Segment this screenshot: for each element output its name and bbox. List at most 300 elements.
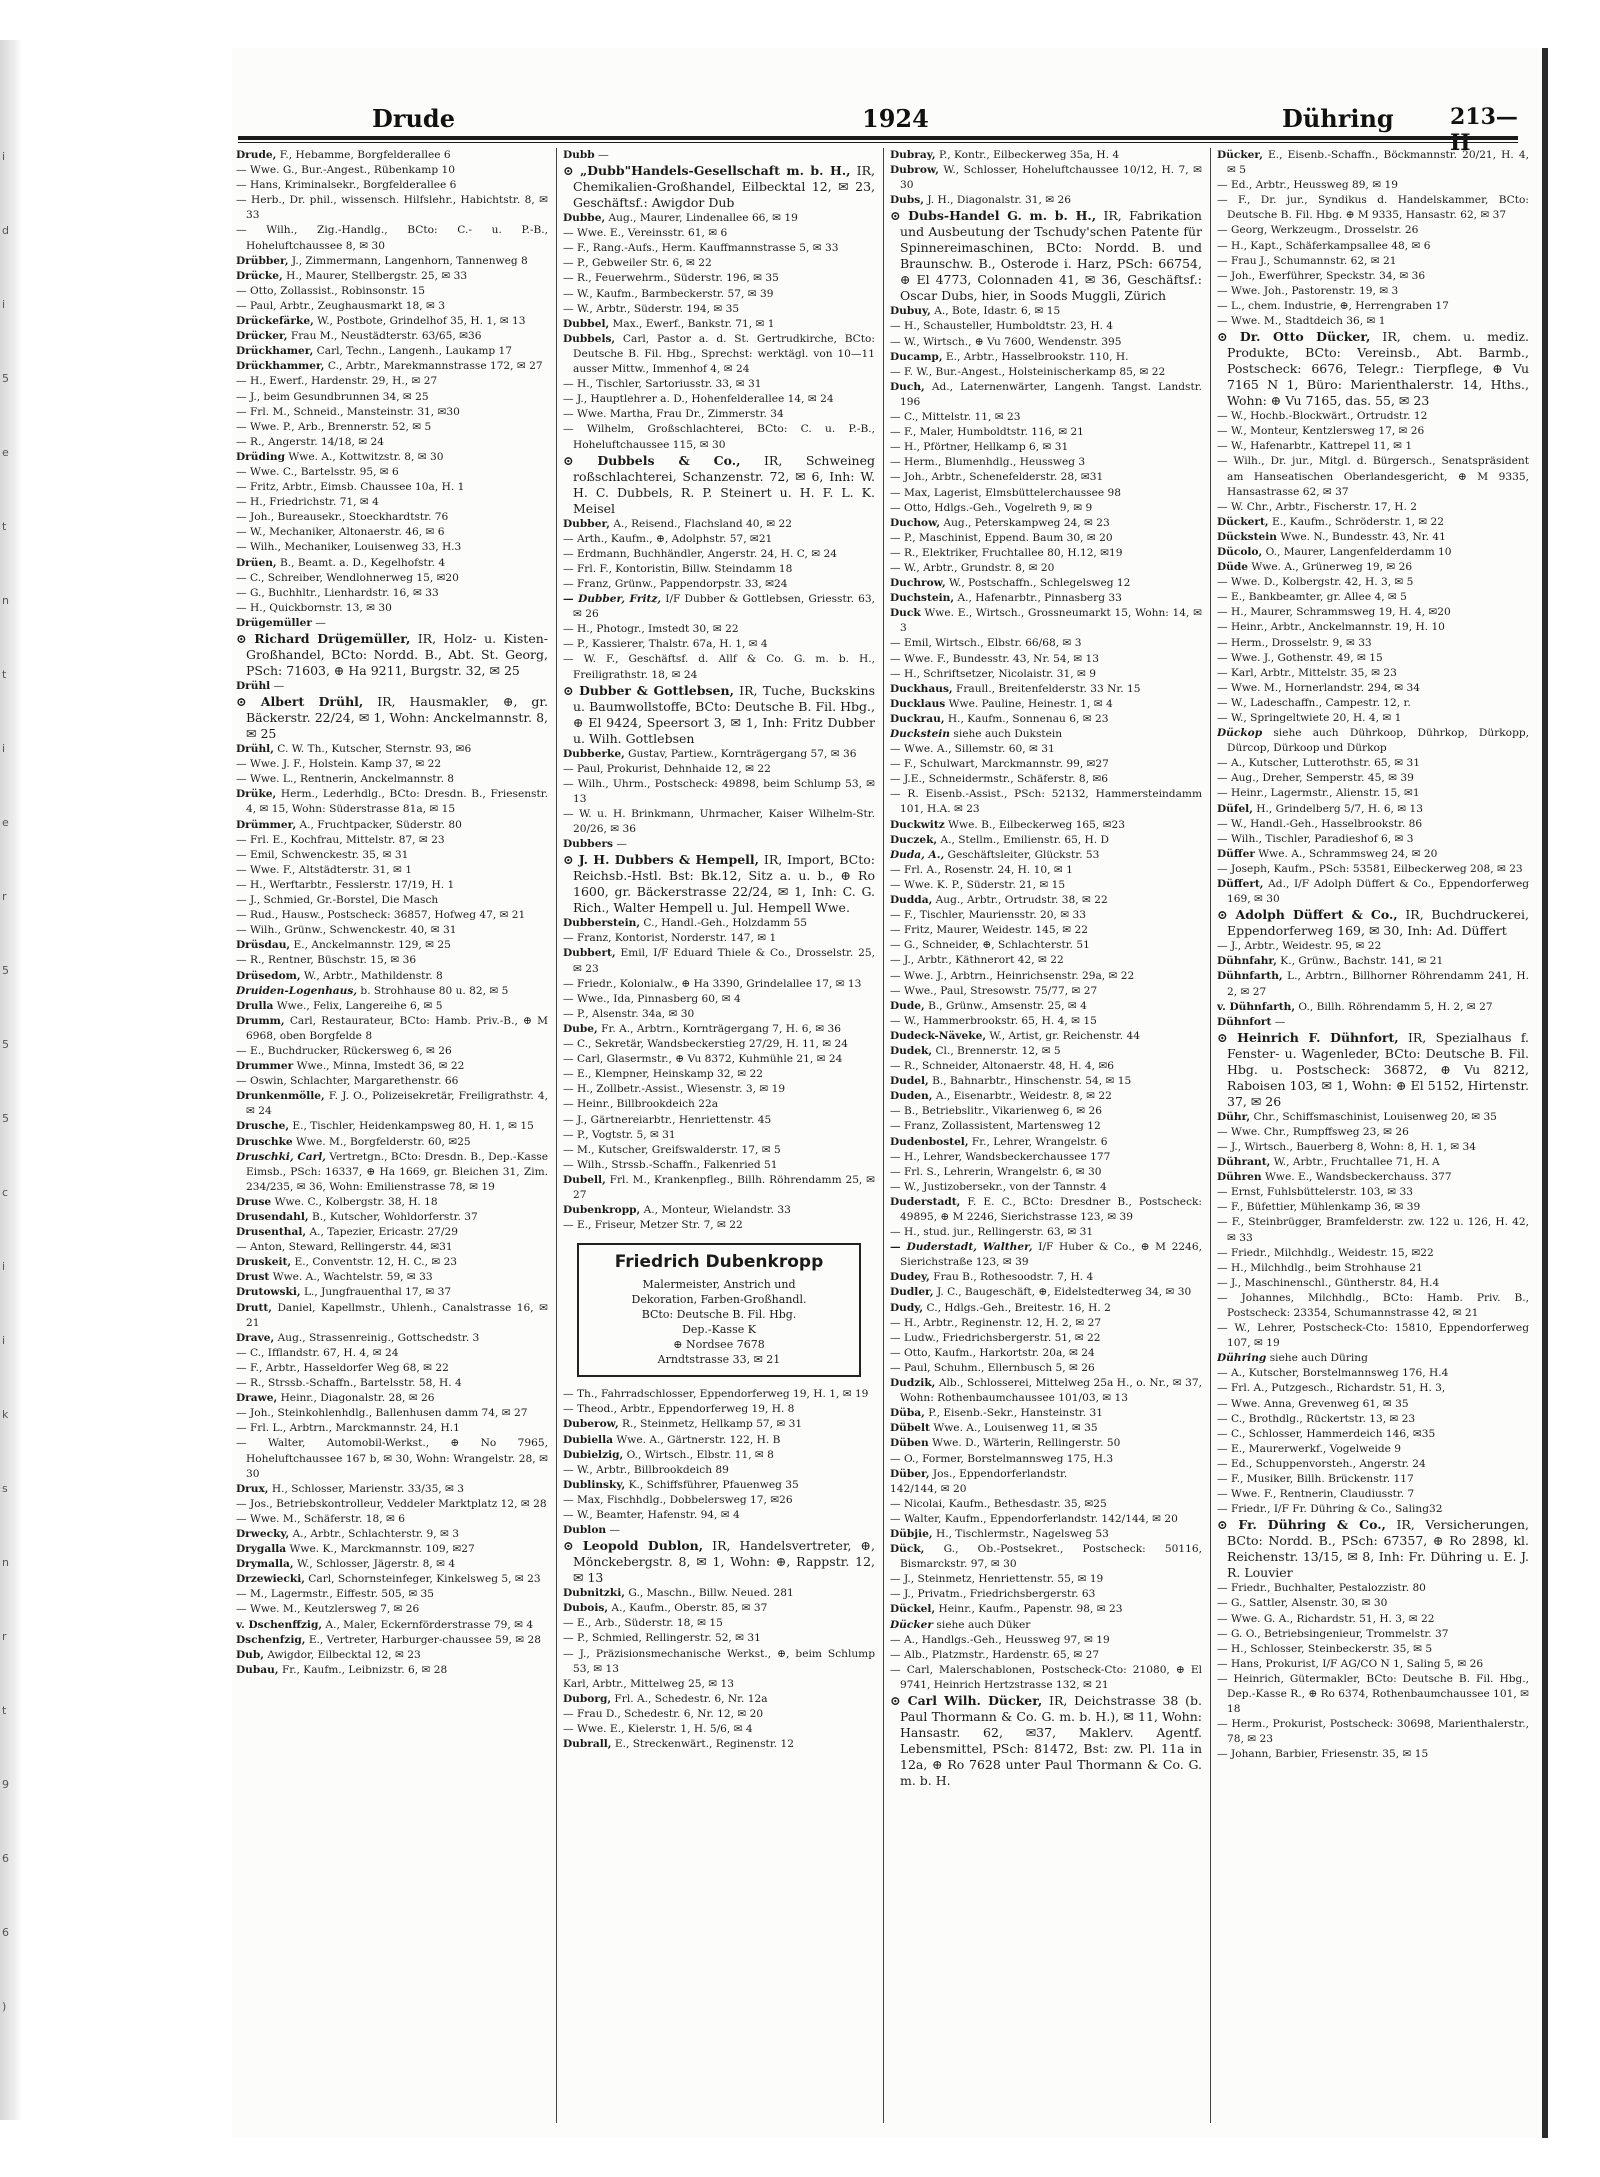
entry-details: — Wwe. F., Rentnerin, Claudiusstr. 7 bbox=[1217, 1488, 1415, 1501]
directory-entry bbox=[563, 1203, 875, 1218]
directory-entry bbox=[1217, 1642, 1529, 1657]
entry-details: — W., Lehrer, Postscheck-Cto: 15810, Eppendorferweg 107, ✉ 19 bbox=[1217, 1322, 1529, 1350]
directory-entry bbox=[890, 1542, 1202, 1572]
directory-entry bbox=[236, 1089, 548, 1119]
margin-glyph: i bbox=[2, 298, 6, 311]
entry-details: E., Tischler, Heidenkampsweg 80, H. 1, ✉ 15 bbox=[292, 1120, 534, 1133]
entry-surname: Drückefärke, bbox=[236, 315, 314, 328]
entry-surname: Drumm, bbox=[236, 1014, 285, 1027]
entry-details: — Fritz, Arbtr., Eimsb. Chaussee 10a, H. 1 bbox=[236, 481, 465, 494]
entry-details: — Joh., Arbtr., Schenefelderstr. 28, ✉31 bbox=[890, 471, 1104, 484]
directory-entry bbox=[890, 1270, 1202, 1285]
entry-details: — Wwe. M., Keutzlersweg 7, ✉ 26 bbox=[236, 1603, 420, 1616]
entry-details: — A., Kutscher, Borstelmannsweg 176, H.4 bbox=[1217, 1367, 1449, 1380]
entry-surname: ⊙ Dubber & Gottlebsen, bbox=[563, 682, 734, 698]
directory-entry bbox=[890, 516, 1202, 531]
entry-details: — bbox=[273, 680, 285, 692]
entry-surname: Dühren bbox=[1217, 1171, 1262, 1184]
entry-details: C., Hdlgs.-Geh., Breitestr. 16, H. 2 bbox=[926, 1301, 1111, 1314]
entry-details: F. E. C., BCto: Dresdner B., Postscheck: 49895, ⊕ M 2246, Sierichstrasse 123, ✉ 39 bbox=[900, 1195, 1202, 1223]
directory-entry bbox=[890, 863, 1202, 878]
entry-details: Jos., Eppendorferlandstr. bbox=[932, 1467, 1068, 1480]
directory-entry bbox=[1217, 1487, 1529, 1502]
entry-details: H., Kaufm., Sonnenau 6, ✉ 23 bbox=[947, 712, 1109, 725]
entry-details: — H., Schlosser, Steinbeckerstr. 35, ✉ 5 bbox=[1217, 1642, 1433, 1655]
directory-entry bbox=[890, 1014, 1202, 1029]
header-first-name: Drude bbox=[372, 104, 455, 133]
directory-entry bbox=[890, 923, 1202, 938]
entry-details: Ad., I/F Adolph Düffert & Co., Eppendorferweg 169, ✉ 30 bbox=[1227, 878, 1529, 906]
entry-details: — Wilh., Strssb.-Schaffn., Falkenried 51 bbox=[563, 1158, 778, 1171]
entry-details: Wwe. C., Kolbergstr. 38, H. 18 bbox=[274, 1195, 438, 1208]
directory-entry bbox=[1217, 877, 1529, 907]
directory-entry bbox=[236, 953, 548, 968]
entry-surname: Dühr, bbox=[1217, 1110, 1251, 1123]
directory-entry bbox=[1217, 1125, 1529, 1140]
entry-details: — H., Pförtner, Hellkamp 6, ✉ 31 bbox=[890, 441, 1069, 454]
entry-details: C., Arbtr., Marekmannstrasse 172, ✉ 27 bbox=[327, 360, 543, 373]
directory-entry bbox=[236, 525, 548, 540]
directory-entry bbox=[563, 1097, 875, 1112]
entry-details: — Wwe. K. P., Süderstr. 21, ✉ 15 bbox=[890, 878, 1066, 891]
directory-entry bbox=[1217, 1366, 1529, 1381]
entry-surname: Dubbels, bbox=[563, 332, 616, 345]
directory-entry bbox=[890, 501, 1202, 516]
entry-details: Chr., Schiffsmaschinist, Louisenweg 20, ✉ 35 bbox=[1253, 1110, 1497, 1123]
directory-entry bbox=[236, 878, 548, 893]
entry-details: — C., Ifflandstr. 67, H. 4, ✉ 24 bbox=[236, 1346, 399, 1359]
entry-details: Max., Ewerf., Bankstr. 71, ✉ 1 bbox=[612, 317, 775, 330]
directory-entry bbox=[1217, 1457, 1529, 1472]
advertisement-line: ⊕ Nordsee 7678 bbox=[673, 1338, 765, 1352]
directory-entry bbox=[890, 1467, 1202, 1482]
entry-surname: Druse bbox=[236, 1195, 272, 1208]
directory-entry bbox=[1217, 314, 1529, 329]
directory-entry bbox=[563, 547, 875, 562]
entry-details: — F., Büfettier, Mühlenkamp 36, ✉ 39 bbox=[1217, 1201, 1421, 1214]
entry-details: — H., Schausteller, Humboldtstr. 23, H. 4 bbox=[890, 320, 1114, 333]
directory-entry bbox=[1217, 1442, 1529, 1457]
entry-details: — Heinr., Arbtr., Anckelmannstr. 19, H. 10 bbox=[1217, 621, 1445, 634]
directory-entry bbox=[563, 1052, 875, 1067]
entry-surname: Drygalla bbox=[236, 1543, 287, 1556]
entry-details: — F. W., Bur.-Angest., Holsteinischerkamp 85, ✉ 22 bbox=[890, 365, 1166, 378]
directory-entry bbox=[1217, 1155, 1529, 1170]
entry-details: — W. u. H. Brinkmann, Uhrmacher, Kaiser Wilhelm-Str. 20/26, ✉ 36 bbox=[563, 808, 875, 836]
entry-details: — J., Präzisionsmechanische Werkst., ⊕, beim Schlump 53, ✉ 13 bbox=[563, 1647, 875, 1675]
entry-details: — Wwe., Paul, Stresowstr. 75/77, ✉ 27 bbox=[890, 984, 1098, 997]
entry-details: — Herm., Blumenhdlg., Heussweg 3 bbox=[890, 456, 1086, 469]
margin-glyph: i bbox=[2, 1260, 6, 1273]
directory-entry bbox=[236, 742, 548, 757]
directory-entry bbox=[236, 374, 548, 389]
directory-entry bbox=[563, 1128, 875, 1143]
entry-surname: Dücker bbox=[890, 1618, 934, 1631]
directory-entry bbox=[890, 576, 1202, 591]
entry-details: — Wwe. J. F., Holstein. Kamp 37, ✉ 22 bbox=[236, 758, 442, 771]
entry-details: — Frl. S., Lehrerin, Wrangelstr. 6, ✉ 30 bbox=[890, 1165, 1102, 1178]
entry-details: Cl., Brennerstr. 12, ✉ 5 bbox=[935, 1044, 1061, 1057]
entry-details: A., Maler, Eckernförderstrasse 79, ✉ 4 bbox=[325, 1618, 534, 1631]
entry-surname: Duckrau, bbox=[890, 712, 945, 725]
directory-entry bbox=[1217, 969, 1529, 999]
entry-surname: Dückstein bbox=[1217, 530, 1278, 543]
entry-details: — Ludw., Friedrichsbergerstr. 51, ✉ 22 bbox=[890, 1331, 1101, 1344]
directory-entry bbox=[1217, 424, 1529, 439]
entry-surname: Drücker, bbox=[236, 330, 288, 343]
entry-surname: Dubenkropp, bbox=[563, 1204, 641, 1217]
directory-entry bbox=[890, 148, 1202, 163]
column-divider bbox=[556, 148, 557, 2123]
directory-entry bbox=[890, 440, 1202, 455]
directory-entry bbox=[1217, 651, 1529, 666]
directory-entry bbox=[236, 1587, 548, 1602]
directory-entry bbox=[1217, 681, 1529, 696]
directory-entry bbox=[890, 908, 1202, 923]
directory-entry bbox=[236, 1195, 548, 1210]
entry-details: — Max, Lagerist, Elmsbüttelerchaussee 98 bbox=[890, 486, 1121, 499]
directory-entry bbox=[236, 495, 548, 510]
entry-details: — P., Kassierer, Thalstr. 67a, H. 1, ✉ 4 bbox=[563, 638, 768, 651]
entry-details: IR, Spezialhaus f. Fenster- u. Wagenleder, BCto: Deutsche B. Fil. Hbg. u. Postscheck: 36872, ⊕ Vu 8212, Raboisen 103, ✉ 1, Wohn: ⊕ El 5152, Hirtenstr. 37, ✉ 26 bbox=[1227, 1029, 1529, 1109]
directory-entry bbox=[236, 586, 548, 601]
directory-entry bbox=[563, 577, 875, 592]
entry-details: — Anton, Steward, Rellingerstr. 44, ✉31 bbox=[236, 1241, 453, 1254]
margin-glyph: i bbox=[2, 742, 6, 755]
entry-details: P., Kontr., Eilbeckerweg 35a, H. 4 bbox=[938, 149, 1120, 161]
directory-entry bbox=[1217, 954, 1529, 969]
directory-entry bbox=[563, 1508, 875, 1523]
directory-entry bbox=[563, 1692, 875, 1707]
directory-entry bbox=[1217, 1427, 1529, 1442]
directory-entry bbox=[890, 984, 1202, 999]
entry-details: Daniel, Kapellmstr., Uhlenh., Canalstrasse 16, ✉ 21 bbox=[246, 1301, 548, 1329]
directory-entry bbox=[1217, 239, 1529, 254]
entry-details: — H., Lehrer, Wandsbeckerchaussee 177 bbox=[890, 1150, 1111, 1163]
directory-entry bbox=[236, 1119, 548, 1134]
entry-details: Vertretgn., BCto: Dresdn. B., Dep.-Kasse Eimsb., PSch: 16337, ⊕ Ha 1669, gr. Bleichen 31, Zim. 234/235, ✉ 36, Wohn: Emilienstrasse 78, ✉ 19 bbox=[246, 1150, 548, 1193]
entry-surname: Drusenthal, bbox=[236, 1226, 307, 1239]
entry-details: — bbox=[1274, 1015, 1286, 1028]
directory-entry bbox=[563, 1463, 875, 1478]
entry-details: E., Conventstr. 12, H. C., ✉ 23 bbox=[294, 1256, 458, 1269]
directory-entry bbox=[236, 1331, 548, 1346]
entry-surname: Dühnfarth, bbox=[1217, 970, 1283, 983]
entry-details: — Walter, Automobil-Werkst., ⊕ No 7965, Hoheluftchaussee 167 b, ✉ 30, Wohn: Wrangelstr. 28, ✉ 30 bbox=[236, 1437, 548, 1480]
entry-surname: Drügemüller bbox=[236, 616, 312, 629]
entry-details: L., Arbtrn., Billhorner Röhrendamm 241, H. 2, ✉ 27 bbox=[1227, 970, 1529, 998]
directory-entry bbox=[890, 999, 1202, 1014]
directory-entry bbox=[236, 284, 548, 299]
entry-surname: Drühl, bbox=[236, 743, 274, 756]
entry-details: — E., Maurerwerkf., Vogelweide 9 bbox=[1217, 1442, 1402, 1455]
directory-entry bbox=[236, 893, 548, 908]
entry-details: — Joh., Ewerführer, Speckstr. 34, ✉ 36 bbox=[1217, 269, 1426, 282]
directory-entry bbox=[563, 592, 875, 622]
entry-details: E., Anckelmannstr. 129, ✉ 25 bbox=[293, 939, 451, 952]
entry-details: — C., Schreiber, Wendlohnerweg 15, ✉20 bbox=[236, 571, 459, 584]
entry-details: H., Schlosser, Marienstr. 33/35, ✉ 3 bbox=[271, 1482, 465, 1495]
directory-entry bbox=[236, 1135, 548, 1150]
entry-details: — Max, Fischhdlg., Dobbelersweg 17, ✉26 bbox=[563, 1493, 793, 1506]
directory-entry bbox=[563, 977, 875, 992]
directory-entry bbox=[563, 256, 875, 271]
directory-entry bbox=[1217, 756, 1529, 771]
directory-entry bbox=[563, 622, 875, 637]
entry-surname: Drust bbox=[236, 1271, 270, 1284]
entry-surname: Drutowski, bbox=[236, 1286, 301, 1299]
directory-entry bbox=[236, 1285, 548, 1300]
entry-details: — W. Chr., Arbtr., Fischerstr. 17, H. 2 bbox=[1217, 500, 1417, 513]
entry-details: — Wwe. E., Vereinsstr. 61, ✉ 6 bbox=[563, 227, 728, 240]
directory-entry bbox=[890, 636, 1202, 651]
entry-details: IR, Import, BCto: Reichsb.-Hstl. Bst: Bk.12, Sitz a. u. b., ⊕ Ro 1600, gr. Bäckerstrasse 22/24, ✉ 1, Inh: C. G. Rich., Walter Hempell u. Jul. Hempell Wwe. bbox=[573, 852, 875, 916]
entry-surname: v. Dühnfarth, bbox=[1217, 1000, 1296, 1013]
directory-entry bbox=[236, 1436, 548, 1481]
margin-glyph: t bbox=[2, 520, 7, 533]
page-number: 213—II bbox=[1450, 104, 1518, 156]
entry-surname: Dschenfzig, bbox=[236, 1633, 306, 1646]
directory-entry bbox=[1217, 1747, 1529, 1762]
directory-entry bbox=[236, 510, 548, 525]
directory-entry bbox=[890, 787, 1202, 817]
entry-details: — J., Maschinenschl., Güntherstr. 84, H.4 bbox=[1217, 1276, 1440, 1289]
directory-entry bbox=[236, 1210, 548, 1225]
entry-surname: Düfel, bbox=[1217, 802, 1253, 815]
margin-glyph: e bbox=[2, 446, 9, 459]
directory-entry bbox=[563, 1402, 875, 1417]
entry-details: P., Eisenb.-Sekr., Hansteinstr. 31 bbox=[928, 1407, 1104, 1420]
entry-details: — Wilh., Dr. jur., Mitgl. d. Bürgersch., Senatspräsident am Hanseatischen Oberlandesgericht, ⊕ M 9335, Hansastrasse 62, ✉ 37 bbox=[1217, 455, 1529, 498]
directory-entry bbox=[236, 969, 548, 984]
entry-surname: Drümmer, bbox=[236, 818, 297, 831]
directory-entry bbox=[1217, 636, 1529, 651]
directory-entry bbox=[890, 365, 1202, 380]
entry-details: Carl, Restaurateur, BCto: Hamb. Priv.-B., ⊕ M 6968, oben Borgfelde 8 bbox=[246, 1014, 548, 1042]
directory-entry bbox=[563, 1067, 875, 1082]
directory-entry bbox=[890, 1482, 1202, 1497]
directory-entry bbox=[236, 1482, 548, 1497]
entry-details: — H., Ewerf., Hardenstr. 29, H., ✉ 27 bbox=[236, 375, 438, 388]
entry-surname: Dubell, bbox=[563, 1173, 606, 1186]
entry-details: Wwe. A., Grünerweg 19, ✉ 26 bbox=[1251, 561, 1413, 574]
entry-details: A., Arbtr., Schlachterstr. 9, ✉ 3 bbox=[292, 1527, 459, 1540]
entry-details: — Wwe. J., Gothenstr. 49, ✉ 15 bbox=[1217, 651, 1383, 664]
directory-entry bbox=[236, 405, 548, 420]
directory-entry bbox=[890, 969, 1202, 984]
directory-entry bbox=[236, 329, 548, 344]
directory-entry bbox=[563, 1218, 875, 1233]
directory-entry bbox=[563, 1616, 875, 1631]
directory-entry bbox=[1217, 1596, 1529, 1611]
entry-surname: Drübber, bbox=[236, 254, 289, 267]
entry-details: — H., Werftarbtr., Fesslerstr. 17/19, H. 1 bbox=[236, 878, 455, 891]
entry-details: — H., Tischler, Sartoriusstr. 33, ✉ 31 bbox=[563, 378, 762, 391]
directory-entry bbox=[236, 299, 548, 314]
directory-entry bbox=[890, 1044, 1202, 1059]
entry-surname: Drückhamer, bbox=[236, 345, 314, 358]
entry-details: — Frl. L., Arbtrn., Marckmannstr. 24, H.1 bbox=[236, 1422, 460, 1435]
margin-glyph: t bbox=[2, 1704, 7, 1717]
directory-entry bbox=[563, 1433, 875, 1448]
entry-details: — Wwe. Martha, Frau Dr., Zimmerstr. 34 bbox=[563, 408, 784, 421]
entry-surname: ⊙ J. H. Dubbers & Hempell, bbox=[563, 852, 759, 868]
directory-entry bbox=[1217, 148, 1529, 178]
directory-entry bbox=[1217, 1351, 1529, 1366]
entry-details: — Joseph, Kaufm., PSch: 53581, Eilbeckerweg 208, ✉ 23 bbox=[1217, 862, 1523, 875]
directory-entry bbox=[1217, 1412, 1529, 1427]
entry-details: W., Schlosser, Jägerstr. 8, ✉ 4 bbox=[296, 1558, 456, 1571]
margin-glyph: e bbox=[2, 816, 9, 829]
directory-entry bbox=[890, 1693, 1202, 1789]
entry-surname: Dudek, bbox=[890, 1044, 933, 1057]
entry-surname: Dubbe, bbox=[563, 212, 606, 225]
entry-surname: Düffer bbox=[1217, 847, 1255, 860]
entry-surname: ⊙ Albert Drühl, bbox=[236, 694, 364, 710]
entry-details: — E., Klempner, Heinskamp 32, ✉ 22 bbox=[563, 1068, 763, 1081]
entry-surname: Dube, bbox=[563, 1022, 598, 1035]
directory-entry bbox=[236, 833, 548, 848]
margin-glyph: d bbox=[2, 224, 9, 237]
entry-details: — A., Kutscher, Lutterothstr. 65, ✉ 31 bbox=[1217, 757, 1421, 770]
entry-details: — F., Musiker, Billh. Brückenstr. 117 bbox=[1217, 1473, 1414, 1486]
directory-entry bbox=[563, 392, 875, 407]
directory-entry bbox=[563, 1022, 875, 1037]
entry-details: — Wwe. G., Bur.-Angest., Rübenkamp 10 bbox=[236, 164, 455, 177]
entry-surname: ⊙ Heinrich F. Dühnfort, bbox=[1217, 1029, 1399, 1045]
advertisement-line: BCto: Deutsche B. Fil. Hbg. bbox=[641, 1308, 797, 1322]
margin-glyph: t bbox=[2, 668, 7, 681]
entry-details: Ad., Laternenwärter, Langenh. Tangst. Landstr. 196 bbox=[900, 380, 1202, 408]
entry-details: — Walter, Kaufm., Eppendorferlandstr. 142/144, ✉ 20 bbox=[890, 1512, 1178, 1525]
entry-details: Wwe. D., Wärterin, Rellingerstr. 50 bbox=[932, 1437, 1121, 1450]
entry-details: — Wilh., Tischler, Paradieshof 6, ✉ 3 bbox=[1217, 832, 1414, 845]
margin-glyph: r bbox=[2, 1630, 7, 1643]
entry-surname: Drummer bbox=[236, 1060, 294, 1073]
directory-entry bbox=[1217, 696, 1529, 711]
entry-surname: ⊙ Carl Wilh. Dücker, bbox=[890, 1693, 1043, 1708]
entry-surname: Dubberke, bbox=[563, 747, 625, 760]
entry-details: — G. O., Betriebsingenieur, Trommelstr. 37 bbox=[1217, 1627, 1449, 1640]
entry-surname: Dühnfort bbox=[1217, 1015, 1272, 1028]
entry-details: C. W. Th., Kutscher, Sternstr. 93, ✉6 bbox=[277, 743, 472, 756]
directory-entry bbox=[236, 435, 548, 450]
directory-entry bbox=[890, 1572, 1202, 1587]
entry-details: — Herb., Dr. phil., wissensch. Hilfslehr., Habichtstr. 8, ✉ 33 bbox=[236, 194, 548, 222]
directory-entry bbox=[890, 531, 1202, 546]
entry-details: Herm., Lederhdlg., BCto: Dresdn. B., Friesenstr. 4, ✉ 15, Wohn: Süderstrasse 81a, ✉ 15 bbox=[246, 788, 548, 816]
directory-entry bbox=[236, 863, 548, 878]
directory-entry bbox=[236, 1059, 548, 1074]
entry-surname: Duberow, bbox=[563, 1418, 619, 1431]
entry-details: IR, Deichstrasse 38 (b. Paul Thormann & Co. G. m. b. H.), ✉ 11, Wohn: Hansastr. 62, ✉37, Maklerv. Agentf. Lebensmittel, PSch: 81472, Bst: zw. Pl. 11a in 12a, ⊕ Ro 7628 unter Paul Thormann & Co. G. m. b. H. bbox=[900, 1693, 1202, 1788]
directory-entry bbox=[563, 1478, 875, 1493]
entry-details: E., Arbtr., Hasselbrookstr. 110, H. bbox=[945, 350, 1129, 363]
directory-entry bbox=[236, 1391, 548, 1406]
entry-details: A., Stellm., Emilienstr. 65, H. D bbox=[940, 833, 1110, 846]
entry-details: IR, Chemikalien-Großhandel, Eilbecktal 12, ✉ 23, Geschäftsf.: Awigdor Dub bbox=[573, 163, 875, 211]
entry-details: J. H., Diagonalstr. 31, ✉ 26 bbox=[927, 194, 1071, 207]
entry-surname: Drave, bbox=[236, 1331, 275, 1344]
entry-surname: Drux, bbox=[236, 1482, 269, 1495]
entry-details: E., Kaufm., Schröderstr. 1, ✉ 22 bbox=[1271, 515, 1445, 528]
entry-details: W., Artist, gr. Reichenstr. 44 bbox=[989, 1029, 1141, 1042]
entry-details: — Frl. A., Rosenstr. 24, H. 10, ✉ 1 bbox=[890, 863, 1073, 876]
directory-entry bbox=[890, 1421, 1202, 1436]
entry-surname: Dubbers bbox=[563, 838, 613, 851]
directory-entry bbox=[890, 1346, 1202, 1361]
directory-entry bbox=[1217, 1030, 1529, 1110]
entry-details: Awigdor, Eilbecktal 12, ✉ 23 bbox=[267, 1648, 421, 1661]
entry-surname: Duckhaus, bbox=[890, 682, 953, 695]
entry-details: — W., Hammerbrookstr. 65, H. 4, ✉ 15 bbox=[890, 1014, 1097, 1027]
entry-details: B., Bahnarbtr., Hinschenstr. 54, ✉ 15 bbox=[932, 1075, 1132, 1088]
directory-entry bbox=[1217, 711, 1529, 726]
entry-details: — C., Schlosser, Hammerdeich 146, ✉35 bbox=[1217, 1427, 1436, 1440]
entry-details: Wwe. A., Gärtnerstr. 122, H. B bbox=[616, 1433, 781, 1446]
directory-entry bbox=[236, 1618, 548, 1633]
entry-details: A., Monteur, Wielandstr. 33 bbox=[643, 1204, 791, 1217]
entry-details: — Friedr., Milchhdlg., Weidestr. 15, ✉22 bbox=[1217, 1246, 1434, 1259]
entry-details: — J., Hauptlehrer a. D., Hohenfelderallee 14, ✉ 24 bbox=[563, 393, 834, 406]
entry-surname: ⊙ Richard Drügemüller, bbox=[236, 631, 411, 646]
directory-entry bbox=[236, 1648, 548, 1663]
directory-entry bbox=[890, 1361, 1202, 1376]
entry-details: — Carl, Glasermstr., ⊕ Vu 8372, Kuhmühle 21, ✉ 24 bbox=[563, 1053, 843, 1066]
entry-details: A., Tapezier, Ericastr. 27/29 bbox=[309, 1226, 458, 1239]
directory-entry bbox=[563, 1722, 875, 1737]
directory-entry bbox=[236, 390, 548, 405]
directory-entry bbox=[890, 1225, 1202, 1240]
entry-details: — W., Beamter, Hafenstr. 94, ✉ 4 bbox=[563, 1509, 740, 1521]
entry-surname: Dubnitzki, bbox=[563, 1587, 625, 1600]
entry-details: R., Steinmetz, Hellkamp 57, ✉ 31 bbox=[622, 1418, 803, 1431]
entry-details: — F., Schulwart, Marckmannstr. 99, ✉27 bbox=[890, 758, 1109, 771]
entry-surname: Dubb bbox=[563, 149, 595, 161]
margin-glyph: i bbox=[2, 150, 6, 163]
directory-entry bbox=[236, 1512, 548, 1527]
entry-details: — Nicolai, Kaufm., Bethesdastr. 35, ✉25 bbox=[890, 1497, 1107, 1510]
entry-details: — Wwe. C., Bartelsstr. 95, ✉ 6 bbox=[236, 465, 399, 478]
entry-details: Frl. A., Schedestr. 6, Nr. 12a bbox=[614, 1692, 768, 1705]
directory-entry bbox=[236, 1527, 548, 1542]
directory-entry bbox=[1217, 771, 1529, 786]
entry-details: — A., Handlgs.-Geh., Heussweg 97, ✉ 19 bbox=[890, 1633, 1110, 1646]
directory-entry bbox=[563, 532, 875, 547]
entry-surname: Dubber, bbox=[563, 517, 610, 530]
entry-surname: Drutt, bbox=[236, 1301, 272, 1314]
entry-surname: Dudeck-Näveke, bbox=[890, 1029, 987, 1042]
entry-surname: Dubbel, bbox=[563, 317, 610, 330]
directory-entry bbox=[890, 1602, 1202, 1617]
entry-details: — F., Tischler, Mauriensstr. 20, ✉ 33 bbox=[890, 909, 1086, 922]
entry-details: — Wwe. P., Arb., Brennerstr. 52, ✉ 5 bbox=[236, 420, 432, 433]
directory-entry bbox=[563, 1143, 875, 1158]
directory-entry bbox=[236, 757, 548, 772]
directory-entry bbox=[890, 1648, 1202, 1663]
directory-entry bbox=[890, 1497, 1202, 1512]
entry-surname: Druschki, Carl, bbox=[236, 1150, 326, 1163]
margin-glyph: 9 bbox=[2, 1778, 9, 1791]
header-rule bbox=[238, 136, 1518, 140]
entry-details: E., Streckenwärt., Reginenstr. 12 bbox=[614, 1738, 794, 1751]
entry-details: — Hans, Kriminalsekr., Borgfelderallee 6 bbox=[236, 179, 457, 192]
entry-surname: Dubielzig, bbox=[563, 1448, 624, 1461]
directory-page bbox=[232, 48, 1548, 2138]
entry-details: — Paul, Schuhm., Ellernbusch 5, ✉ 26 bbox=[890, 1361, 1095, 1374]
entry-details: — B., Betriebslitr., Vikarienweg 6, ✉ 26 bbox=[890, 1105, 1102, 1118]
directory-entry bbox=[236, 787, 548, 817]
